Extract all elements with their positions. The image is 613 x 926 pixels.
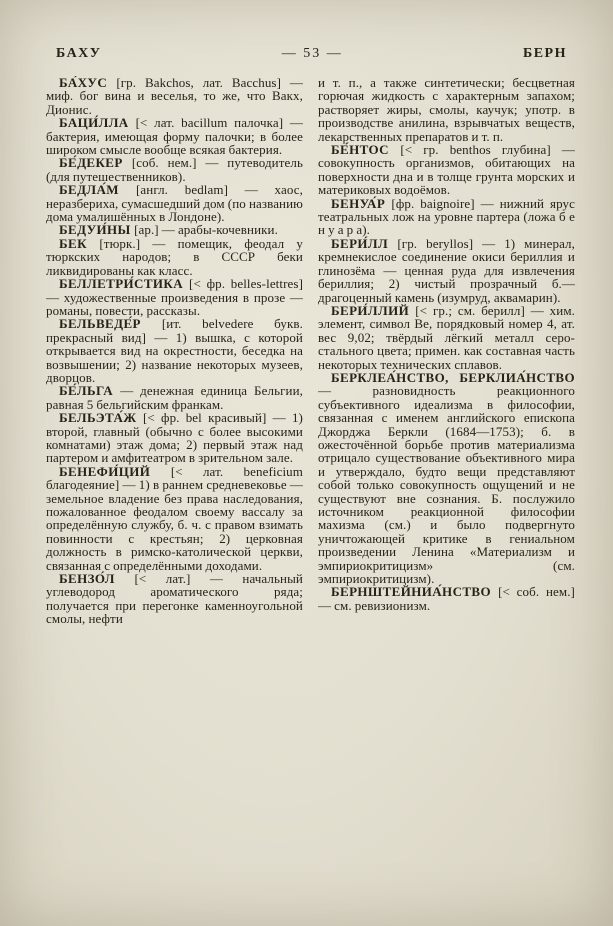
entry-headword: БЕЛЬЭТА́Ж (59, 410, 143, 426)
entry-body: и т. п., а также синтетически; бесцветная горючая жидкость с характерным запахом; растворяет жиры, смолы, каучук; употр. в производстве анилина, взрывчатых веществ, лекарственных препаратов и т. п. (318, 76, 575, 144)
entry-body: [< лат.] — начальный углеводород ароматического ряда; получается при перегонке каменноугольной смолы, нефти (46, 571, 303, 627)
entry-body: [< фр. belles-lettres] — художественные произведения в прозе — романы, повести, рассказы. (46, 276, 303, 318)
entry-headword: БЕЛЛЕТРИ́СТИКА (59, 276, 190, 292)
dictionary-entry (318, 197, 575, 237)
entry-headword: БЕНЗО́Л (59, 571, 135, 587)
entry-headword: БЕРИ́ЛЛ (331, 235, 398, 251)
entry-body: [< гр.; см. берилл] — хим. элемент, символ Be, порядковый номер 4, ат. вес 9,02; твёрдый лёгкий металл серо-стального цвета; примен. как составная часть некоторых технических сплавов. (318, 302, 575, 372)
entry-body: [ар.] — арабы-кочевники. (134, 222, 278, 238)
dictionary-entry (46, 317, 303, 384)
header-left-keyword: БАХУ (56, 46, 102, 61)
entry-headword: БЕНУА́Р (331, 195, 392, 211)
dictionary-entry (46, 384, 303, 411)
entry-headword: БЕ́ЛЬГА (59, 383, 121, 399)
entry-headword: БЕРИ́ЛЛИЙ (331, 302, 416, 318)
entry-headword: БЕЛЬВЕДЕ́Р (59, 316, 162, 332)
entry-body: [ит. belvedere букв. прекрасный вид] — 1) вышка, с которой открывается вид на окрестности, беседка на возвышении; 2) название некоторых музеев, дворцов. (46, 316, 303, 385)
entry-body: [тюрк.] — помещик, феодал у тюркских народов; в СССР беки ликвидированы как класс. (46, 235, 303, 278)
entry-headword: БЕК (59, 235, 100, 251)
left-column (46, 76, 303, 906)
dictionary-entry (318, 371, 575, 586)
dictionary-entry (318, 76, 575, 143)
dictionary-entry (46, 156, 303, 183)
dictionary-entry (318, 304, 575, 371)
entry-body: [< гр. benthos глубина] — совокупность организмов, обитающих на поверхности дна и в толще грунта морских и материковых водоёмов. (318, 142, 575, 198)
entry-headword: БЕ́ДЕКЕР (59, 155, 132, 171)
page-number: — 53 — (281, 46, 343, 61)
entry-body: [соб. нем.] — путеводитель (для путешественников). (46, 155, 303, 184)
dictionary-entry (46, 277, 303, 317)
dictionary-entry (46, 223, 303, 236)
entry-body: [англ. bedlam] — хаос, неразбериха, сумасшедший дом (по названию дома умалишённых в Лондоне). (46, 182, 303, 225)
dictionary-entry (46, 237, 303, 277)
entry-headword: БЕРНШТЕЙНИА́НСТВО (331, 584, 499, 600)
entry-body: [гр. beryllos] — 1) минерал, кремнекислое соединение окиси бериллия и глинозёма — ценная руда для извлечения бериллия; 2) чистый прозрачный б.— драгоценный камень (изумруд, аквамарин). (318, 235, 575, 305)
dictionary-entry (46, 572, 303, 626)
entry-body: [< лат. bacillum палочка] — бактерия, имеющая форму палочки; в более широком смысле вообще всякая бактерия. (46, 115, 303, 158)
text-columns (46, 76, 575, 906)
entry-body: [гр. Bakchos, лат. Bacchus] — миф. бог вина и веселья, то же, что Вакх, Дионис. (46, 76, 303, 117)
header-right-keyword: БЕРН (522, 46, 567, 61)
entry-body: [< соб. нем.] — см. ревизионизм. (318, 584, 575, 613)
entry-headword: БЕНЕФИ́ЦИЙ (59, 463, 171, 479)
entry-headword: БЕРКЛЕА́НСТВО, БЕРКЛИА́НСТВО (331, 369, 575, 385)
entry-headword: БАЦИ́ЛЛА (59, 115, 136, 131)
entry-body: [< лат. beneficium благодеяние] — 1) в раннем средневековье — земельное владение без права наследования, пожалованное феодалом своему вассалу за определённую службу, б. ч. с правом взимать повинности с крестьян; 2) церковная должность в римско-католической церкви, связанная с определёнными доходами. (46, 463, 303, 573)
entry-headword: БЕ́НТОС (331, 142, 401, 158)
entry-body: — разновидность реакционного субъективного идеализма в философии, связанная с именем английского епископа Джорджа Беркли (1684—1753); б. в ожесточённой борьбе против материализма отрицало существование объективного мира и утверждало, будто вещи представляют собой только совокупность ощущений и не существуют вне сознания. Б. послужило источником реакционной философии махизма (см.) и было подвергнуто уничтожающей критике в гениальном произведении Ленина «Материализм и эмпириокритицизм» (см. эмпириокритицизм). (318, 383, 575, 587)
entry-body: [< фр. bel красивый] — 1) второй, главный (обычно с более высокими комнатами) этаж дома; 2) первый этаж над партером и амфитеатром в зрительном зале. (46, 410, 303, 466)
dictionary-entry (318, 585, 575, 612)
entry-headword: БЕДУИ́НЫ (59, 222, 135, 238)
dictionary-entry (46, 411, 303, 465)
entry-body: — денежная единица Бельгии, равная 5 бельгийским франкам. (46, 383, 303, 412)
dictionary-entry (46, 183, 303, 223)
dictionary-entry (46, 76, 303, 116)
entry-body: [фр. baignoire] — нижний ярус театральных лож на уровне партера (ложа б е н у а р а). (318, 195, 575, 238)
right-column (318, 76, 575, 906)
running-header (46, 46, 575, 62)
dictionary-entry (318, 237, 575, 304)
dictionary-entry (46, 116, 303, 156)
entry-headword: БЕДЛА́М (59, 182, 136, 198)
dictionary-entry (46, 465, 303, 572)
entry-headword: БА́ХУС (59, 76, 117, 90)
dictionary-entry (318, 143, 575, 197)
